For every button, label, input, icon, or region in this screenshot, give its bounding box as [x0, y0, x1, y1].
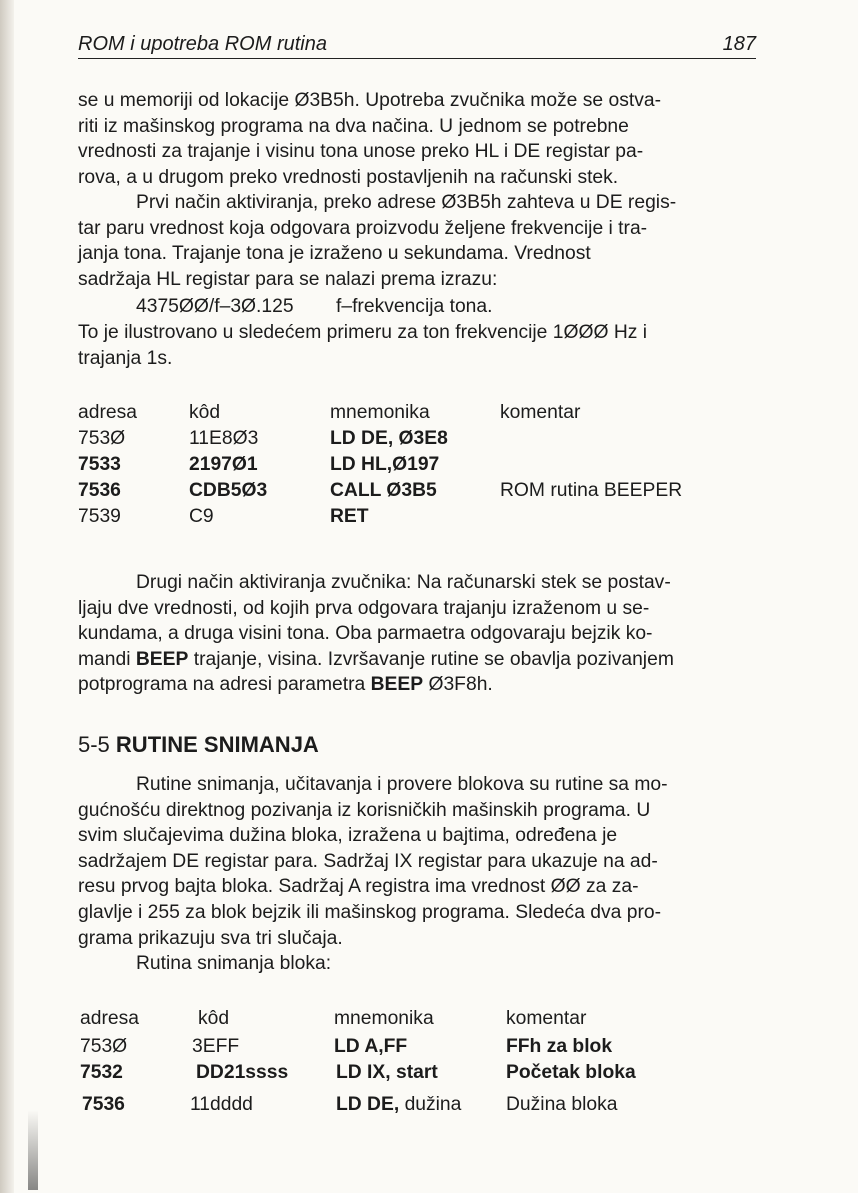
- cell-mnemonic: LD HL,Ø197: [330, 454, 440, 475]
- col-header-komentar: komentar: [506, 1008, 587, 1029]
- cell-address: 7539: [78, 506, 121, 527]
- cell-address: 7532: [80, 1062, 123, 1083]
- page-header: [78, 28, 756, 59]
- text-line: rova, a u drugom preko vrednosti postavljenih na računski stek.: [78, 166, 619, 188]
- paragraph-3: [78, 320, 756, 371]
- cell-address: 7536: [82, 1094, 125, 1115]
- text-line: se u memoriji od lokacije Ø3B5h. Upotreba zvučnika može se ostva-: [78, 90, 661, 111]
- text-line: svim slučajevima dužina bloka, izražena u bajtima, određena je: [78, 825, 618, 847]
- cell-mnemonic: RET: [330, 506, 369, 527]
- col-header-adresa: adresa: [78, 402, 137, 423]
- cell-comment: Dužina bloka: [506, 1094, 618, 1115]
- text-run: mandi: [78, 648, 136, 670]
- keyword-beep: BEEP: [135, 648, 189, 670]
- cell-code: 11dddd: [190, 1094, 253, 1115]
- keyword-beep: BEEP: [370, 674, 424, 696]
- formula-expression: 4375ØØ/f–3Ø.125: [136, 296, 294, 317]
- text-line: Rutina snimanja bloka:: [136, 953, 332, 975]
- cell-code: 2197Ø1: [189, 454, 258, 475]
- formula-description: f–frekvencija tona.: [336, 296, 493, 317]
- text-line: [78, 647, 756, 673]
- text-line: sadržajem DE registar para. Sadržaj IX registar para ukazuje na ad-: [78, 850, 658, 872]
- text-run: potprograma na adresi parametra: [78, 674, 371, 696]
- col-header-mnemonika: mnemonika: [330, 402, 430, 423]
- cell-address: 753Ø: [78, 428, 126, 449]
- section-title: RUTINE SNIMANJA: [115, 732, 319, 757]
- cell-code: CDB5Ø3: [189, 480, 268, 501]
- text-line: To je ilustrovano u sledećem primeru za ton frekvencije 1ØØØ Hz i: [78, 322, 648, 343]
- text-run: trajanje, visina. Izvršavanje rutine se obavlja pozivanjem: [188, 648, 674, 670]
- text-line: Drugi način aktiviranja zvučnika: Na računarski stek se postav-: [136, 572, 671, 593]
- cell-mnemonic: LD DE, Ø3E8: [330, 428, 448, 449]
- text-line: glavlje i 255 za blok bejzik ili mašinskog programa. Sledeća dva pro-: [78, 901, 662, 923]
- text-run: Ø3F8h.: [423, 674, 493, 696]
- cell-code: DD21ssss: [196, 1062, 289, 1083]
- cell-address: 7536: [78, 480, 121, 501]
- col-header-kod: kôd: [189, 402, 221, 423]
- col-header-adresa: adresa: [80, 1008, 139, 1029]
- paragraph-2: [78, 190, 756, 292]
- text-line: vrednosti za trajanje i visinu tona unose preko HL i DE registar pa-: [78, 141, 644, 163]
- mnemonic-text: LD DE,: [336, 1094, 400, 1115]
- section-heading: [78, 732, 319, 758]
- mnemonic-operand: dužina: [404, 1094, 462, 1115]
- text-line: [78, 672, 756, 698]
- book-spine-shadow: [0, 0, 14, 1193]
- formula-line: [78, 294, 756, 320]
- cell-code: 11E8Ø3: [189, 428, 259, 449]
- text-line: kundama, a druga visini tona. Oba parmaetra odgovaraju bejzik ko-: [78, 623, 653, 645]
- cell-mnemonic: LD A,FF: [334, 1036, 408, 1057]
- paragraph-5: [78, 772, 756, 977]
- col-header-kod: kôd: [198, 1008, 230, 1029]
- cell-address: 753Ø: [80, 1036, 128, 1057]
- text-line: gućnošću direktnog pozivanja iz korisničkih mašinskih programa. U: [78, 799, 651, 821]
- text-line: resu prvog bajta bloka. Sadržaj A registra ima vrednost ØØ za za-: [78, 876, 639, 898]
- text-line: riti iz mašinskog programa na dva načina. U jednom se potrebne: [78, 115, 629, 137]
- cell-code: C9: [189, 506, 214, 527]
- cell-comment: Početak bloka: [506, 1062, 636, 1083]
- cell-comment: ROM rutina BEEPER: [500, 480, 683, 501]
- cell-mnemonic: LD IX, start: [336, 1062, 438, 1083]
- cell-mnemonic: [336, 1094, 461, 1116]
- cell-code: 3EFF: [192, 1036, 240, 1057]
- paragraph-1: [78, 88, 756, 190]
- cell-comment: FFh za blok: [506, 1036, 613, 1057]
- col-header-mnemonika: mnemonika: [334, 1008, 434, 1029]
- text-line: Rutine snimanja, učitavanja i provere blokova su rutine sa mo-: [136, 774, 668, 795]
- text-line: sadržaja HL registar para se nalazi prema izrazu:: [78, 268, 498, 290]
- text-line: grama prikazuju sva tri slučaja.: [78, 927, 343, 949]
- text-line: janja tona. Trajanje tona je izraženo u sekundama. Vrednost: [78, 243, 591, 265]
- text-line: tar paru vrednost koja odgovara proizvodu željene frekvencije i tra-: [78, 217, 648, 239]
- col-header-komentar: komentar: [500, 402, 581, 423]
- scan-edge-mark: [28, 1110, 38, 1190]
- text-line: ljaju dve vrednosti, od kojih prva odgovara trajanju izraženom u se-: [78, 597, 650, 619]
- paragraph-4: [78, 570, 756, 698]
- text-line: trajanja 1s.: [78, 347, 173, 369]
- running-title: ROM i upotreba ROM rutina: [78, 33, 327, 55]
- text-line: Prvi način aktiviranja, preko adrese Ø3B5h zahteva u DE regis-: [136, 192, 677, 213]
- cell-mnemonic: CALL Ø3B5: [330, 480, 437, 501]
- cell-address: 7533: [78, 454, 121, 475]
- page-number: 187: [722, 33, 756, 55]
- section-number: 5-5: [78, 732, 110, 757]
